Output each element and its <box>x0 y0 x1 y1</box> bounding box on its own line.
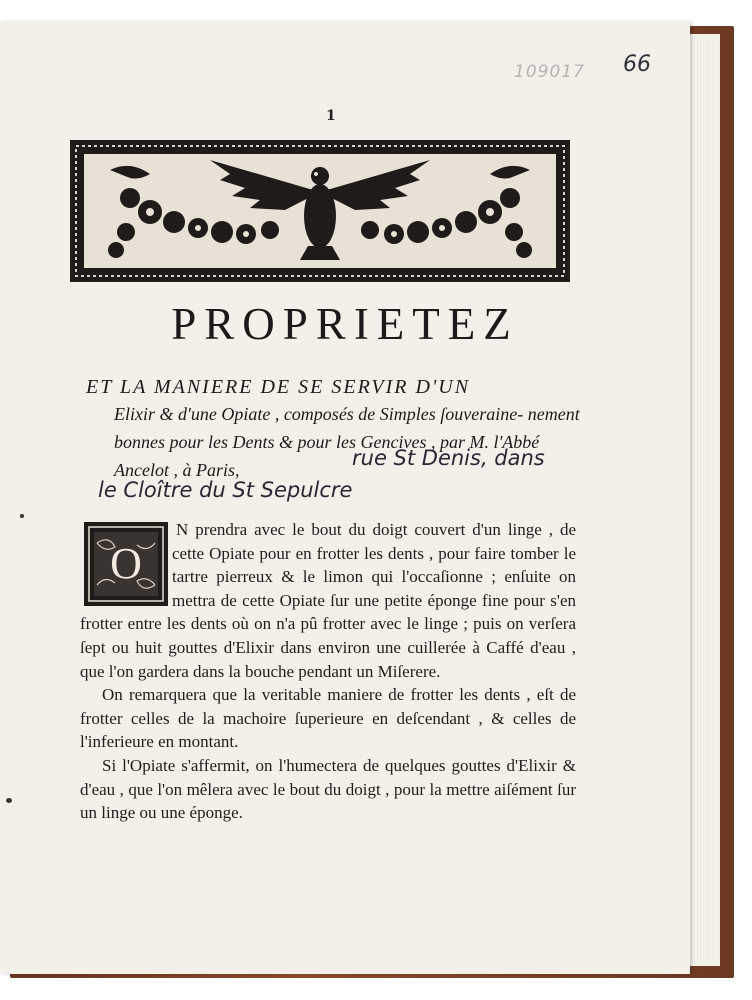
subtitle-first-line: ET LA MANIERE DE SE SERVIR D'UN <box>86 376 471 398</box>
handwritten-annotation-line2: le Cloître du St Sepulcre <box>98 478 353 502</box>
shelf-mark: 109017 <box>514 62 585 82</box>
paper-speck <box>20 514 24 518</box>
svg-text:O: O <box>110 539 142 588</box>
paper-speck <box>6 798 12 803</box>
paragraph-3: Si l'Opiate s'affermit, on l'humectera de quelques gouttes d'Elixir & d'eau , que l'on mêlera avec le bout du doigt , pour la mettre aiſément ſur un linge ou une éponge. <box>80 755 576 823</box>
folio-number: 66 <box>623 52 651 77</box>
page-number: 1 <box>326 108 336 124</box>
body-text <box>80 518 576 825</box>
page-title: PROPRIETEZ <box>171 299 519 349</box>
paragraph-2: On remarquera que la veritable maniere de frotter les dents , eſt de frotter celles de la machoire ſuperieure en deſcendant , & celles de l'inferieure en montant. <box>80 685 576 752</box>
document-page <box>0 22 690 974</box>
paragraph-1 <box>80 518 576 683</box>
handwritten-annotation-line1: rue St Denis, dans <box>352 446 545 470</box>
eagle-with-fruit-garlands-woodcut-icon <box>70 140 570 282</box>
paragraph-1-text: N prendra avec le bout du doigt couvert d'un linge , de cette Opiate pour en frotter les dents , pour faire tomber le tartre pierreux & le limon qui l'occaſionne ; enſuite on mettra de cette Opiate ſur une petite éponge fine pour s'en frotter entre les dents où on n'a pû frotter avec le linge ; puis on verſera ſept ou huit gouttes d'Elixir dans environ une cuillerée à Caffé d'eau , que l'on gardera dans la bouche pendant un Miſerere. <box>80 520 576 681</box>
subtitle-rest: Elixir & d'une Opiate , composés de Simples ſouveraine- nement bonnes pour les Dents & pour les Gencives , par M. l'Abbé Ancelot , à Paris, <box>114 404 580 480</box>
